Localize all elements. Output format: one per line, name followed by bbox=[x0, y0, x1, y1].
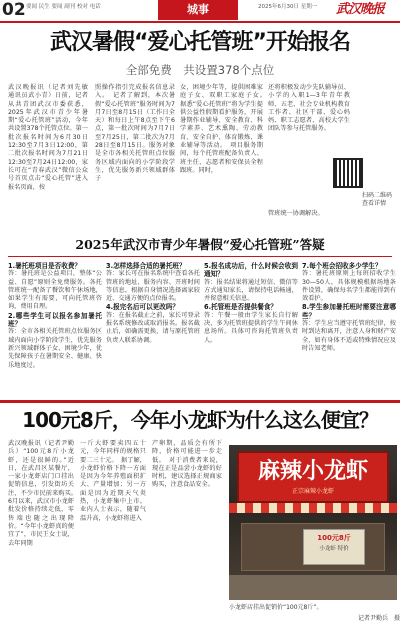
article1-column-4: 还将积极发动少先队辅导员、小学的入职1—3年青年教师、五老、社会专业机构教育工作者、社区干部、爱心妈妈、职工志愿者、高校大学生团队等参与托管服务。 bbox=[268, 84, 350, 133]
article1-column-1: 武汉晚报讯（记者刘先敏 通讯员武小青）日前，记者从共青团武汉市委获悉，2025年武汉市青少年暑期“爱心托管班”活动，今年共设置378个托管点位。第一批次报名时间为6月30日12:30至7月3日12:00，第二批次报名时间为7月21日12:30至7月24日12:00，家长可在“青春武汉”微信公众号首页点击“爱心托管”进入报名页面，按 bbox=[8, 84, 95, 191]
article2-divider bbox=[8, 256, 392, 257]
article3-headline: 100元8斤，今年小龙虾为什么这么便宜？ bbox=[22, 408, 378, 432]
qa-question: 7.每个班会招收多少学生？ bbox=[302, 262, 382, 270]
price-card bbox=[303, 529, 365, 565]
qa-column-4 bbox=[302, 262, 396, 392]
qa-answer: 答：学生应当遵守托管班纪律，按时到达和离开，注意人身和财产安全，如有身体不适或特殊情况应及时告知老师。 bbox=[302, 320, 396, 352]
newspaper-logo: 武汉晚报 bbox=[336, 2, 385, 17]
article3-column-3: 产卵期，品质会有所下降，价格可能进一步走低。 对于消费者来说，现在正是品尝小龙虾的好时机，建议选择正规商家购买，注意食品安全。 bbox=[152, 440, 222, 489]
qa-answer: 答：报名结果将通过短信、微信等方式通知家长，请保持电话畅通，并留意相关信息。 bbox=[204, 278, 298, 303]
qa-question: 3.怎样选择合适的暑托班？ bbox=[106, 262, 186, 270]
awning bbox=[229, 503, 397, 513]
qa-answer: 答：暑托班原则上每班招收学生30—50人，具体规模根据场地条件设置，确保每名学生都能得到有效看护。 bbox=[302, 270, 396, 303]
qr-caption: 扫码二维码查看详情 bbox=[362, 192, 393, 207]
qa-answer: 答：在报名截止之前，家长可登录报名系统修改或取消报名。报名截止后，如确需更换，请与原托管班负责人联系协调。 bbox=[106, 311, 200, 344]
qa-question: 1.暑托班项目是否收费？ bbox=[8, 262, 82, 270]
article3-column-1: 武汉晚报讯（记者尹勤兵）“100元8斤小龙虾，还是很鲜的。”近日，在武昌区某餐厅，一家小龙虾店门口挂出促销信息，引发街坊关注，不少市民前来购买。 6月以来，武汉市小龙虾批发价格持续走低，零售端也随之出现降价。“今年小龙虾真的便宜了”，市民王女士说，去年同期 bbox=[8, 440, 81, 547]
section-divider bbox=[0, 400, 400, 403]
article2-headline: 2025年武汉市青少年暑假“爱心托管班”答疑 bbox=[75, 237, 325, 252]
qa-answer: 答：全市各相关托管班点位服务区域内面向小学阶段学生，优先服务新兴领域群体子女、困境少年，优先保障孩子在暑期安全、健康、快乐地度过。 bbox=[8, 328, 102, 369]
qa-answer: 答：家长可在报名系统中查看各托管班的地址、服务内容、开班时间等信息，根据自身情况选择离家较近、交通方便的点位报名。 bbox=[106, 270, 200, 303]
qr-code-icon bbox=[333, 158, 363, 188]
price-card-subtitle: 小龙虾 特价 bbox=[319, 546, 349, 552]
photo-credit: 记者尹勤兵 摄 bbox=[357, 615, 400, 622]
article1-headline: 武汉暑假“爱心托管班”开始报名 bbox=[50, 30, 350, 55]
qa-question: 2.哪些学生可以报名参加暑托班？ bbox=[8, 311, 102, 329]
article1-column-5: 管班统一协调解决。 bbox=[268, 210, 324, 217]
shop-sign-subtext: 正宗麻辣小龙虾 bbox=[291, 488, 334, 495]
qa-question: 5.报名成功后，什么时候会收到通知？ bbox=[204, 262, 298, 279]
qa-question: 4.报完名后可以更改吗？ bbox=[106, 303, 180, 312]
photo-caption: 小龙虾店挂出促销价“100元8斤”。 bbox=[229, 604, 323, 611]
header-rule bbox=[0, 21, 400, 23]
section-title: 城事 bbox=[158, 0, 238, 20]
article3-column-2: 一斤大虾要卖四五十元，今年同样的规格只要二三十元。 据了解，小龙虾价格下降一方面是因为今年养殖面积扩大、产量增加；另一方面是因为近期天气炎热，小龙虾集中上市。业内人士表示，随着气温升高，小龙虾将进入 bbox=[80, 440, 146, 522]
qa-column-3 bbox=[204, 262, 298, 392]
qa-question: 6.托管班是否提供餐食？ bbox=[204, 303, 278, 312]
shop-sign-text: 麻辣小龙虾 bbox=[257, 459, 368, 484]
article1-column-3: 女，困境少年等，提供困难家庭子女、双职工家庭子女。 据悉“爱心托管班”将为学生提供公益性假期看护服务，开展暑期作业辅导、安全教育、科学素养、艺术熏陶、劳动教育、安全自护、体育锻炼、课业辅导等活动。 项目服务期间，每个托管班配备负责人、班主任、志愿者和安保员全程跟班。同时， bbox=[180, 84, 270, 174]
article1-column-2: 照操作指引完成报名信息录入。 记者了解到，本次暑假“爱心托管班”服务时间为7月7日至8月15日（工作日全天）和每日上午8点至下午6点，第一批次时间为7月7日至7月25日，第二批次为7月28日至8月15日。服务对象是全市各相关托管班点位服务区域内面向的小学阶段学生，优先服务新兴领域群体子 bbox=[95, 84, 175, 183]
street-ground bbox=[229, 575, 397, 600]
qa-answer: 答：暑托班是公益项目，整体“公益、自愿”原则全免费服务。各托管班统一配备了餐饮和午休场地，如果学生有需要，可向托管班咨询，费用自理。 bbox=[8, 270, 102, 311]
shop-sign bbox=[237, 451, 389, 503]
header-date: 2025年6月30日 星期一 bbox=[258, 4, 318, 10]
article1-subheadline: 全部免费 共设置378个点位 bbox=[125, 63, 275, 77]
header-nav-text: 要闻 民生 要闻 副刊 校对 电话 bbox=[26, 4, 101, 10]
price-card-title: 100元8斤 bbox=[317, 534, 351, 542]
qa-column-1 bbox=[8, 262, 102, 392]
qa-answer: 答：午餐一般由学生家长自行解决，多为托管班提供的学生午间休息场所。具体可咨询托管班负责人。 bbox=[204, 311, 298, 344]
qa-column-2 bbox=[106, 262, 200, 392]
page-number: 02 bbox=[2, 0, 26, 20]
crayfish-shop-photo bbox=[229, 445, 397, 600]
qa-question: 8.学生参加暑托班时需要注意哪些？ bbox=[302, 303, 396, 320]
